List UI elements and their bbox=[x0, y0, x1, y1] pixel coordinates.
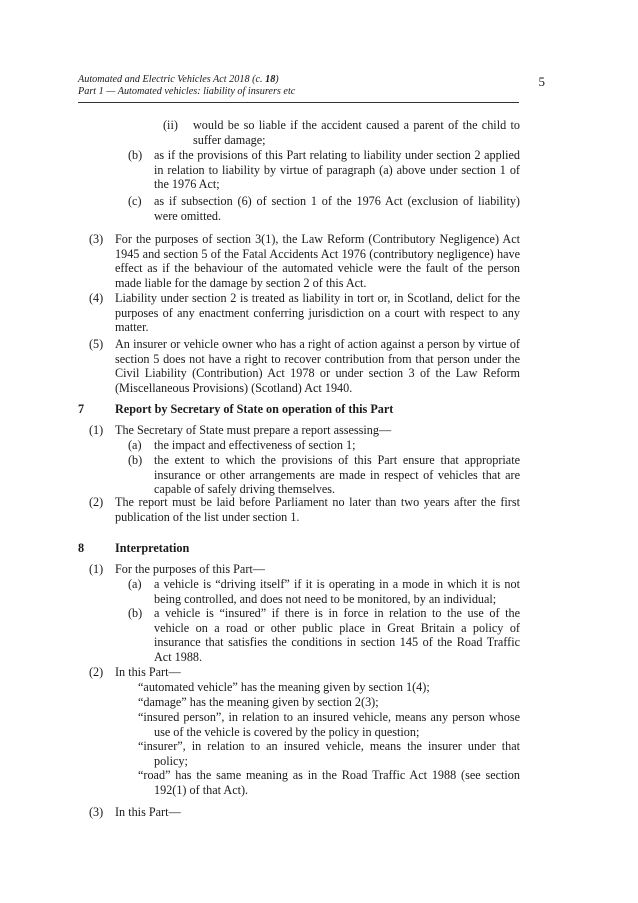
paragraph-number: (b) bbox=[128, 453, 143, 467]
subsection-number: (3) bbox=[89, 232, 104, 246]
section-heading: Report by Secretary of State on operation of this Part bbox=[115, 402, 394, 416]
subsection-text: In this Part— bbox=[115, 805, 181, 819]
subsection-number: (3) bbox=[89, 805, 104, 819]
paragraph-number: (c) bbox=[128, 194, 142, 208]
subparagraph-number: (ii) bbox=[163, 118, 178, 132]
definition-insured-person: “insured person”, in relation to an insured vehicle, means any person whose use of the vehicle is covered by the policy in question; bbox=[138, 710, 520, 739]
section-number: 7 bbox=[78, 402, 85, 416]
section-heading: Interpretation bbox=[115, 541, 190, 555]
section-number: 8 bbox=[78, 541, 85, 555]
paragraph-number: (b) bbox=[128, 606, 143, 620]
definition-road: “road” has the same meaning as in the Road Traffic Act 1988 (see section 192(1) of that Act). bbox=[138, 768, 520, 797]
subsection-number: (1) bbox=[89, 423, 104, 437]
paragraph-text: as if the provisions of this Part relating to liability under section 2 applied in relation to liability by virtue of paragraph (a) above under section 1 of the 1976 Act; bbox=[154, 148, 520, 192]
subsection-text: An insurer or vehicle owner who has a right of action against a person by virtue of section 5 does not have a right to recover contribution from that person under the Civil Liability (Contribution) Act 1978 or under section 3 of the Law Reform (Miscellaneous Provisions) (Scotland) Act 1940. bbox=[115, 337, 520, 395]
paragraph-text: the extent to which the provisions of this Part ensure that appropriate insurance or other arrangements are made in respect of vehicles that are capable of safely driving themselves. bbox=[154, 453, 520, 497]
definition-damage: “damage” has the meaning given by section 2(3); bbox=[138, 695, 379, 709]
subsection-text: For the purposes of section 3(1), the Law Reform (Contributory Negligence) Act 1945 and section 5 of the Fatal Accidents Act 1976 (contributory negligence) have effect as if the behaviour of the automated vehicle were the fault of the person made liable for the damage by section 2 of this Act. bbox=[115, 232, 520, 290]
paragraph-text: a vehicle is “driving itself” if it is operating in a mode in which it is not being controlled, and does not need to be monitored, by an individual; bbox=[154, 577, 520, 606]
subsection-text: The report must be laid before Parliament no later than two years after the first publication of the list under section 1. bbox=[115, 495, 520, 524]
subsection-text: Liability under section 2 is treated as liability in tort or, in Scotland, delict for the purposes of any enactment conferring jurisdiction on a court with respect to any matter. bbox=[115, 291, 520, 335]
running-header-part-title: Part 1 — Automated vehicles: liability of insurers etc bbox=[78, 86, 296, 97]
subparagraph-text: would be so liable if the accident caused a parent of the child to suffer damage; bbox=[193, 118, 520, 147]
paragraph-number: (b) bbox=[128, 148, 143, 162]
subsection-number: (2) bbox=[89, 665, 104, 679]
subsection-number: (1) bbox=[89, 562, 104, 576]
paragraph-text: as if subsection (6) of section 1 of the 1976 Act (exclusion of liability) were omitted. bbox=[154, 194, 520, 223]
definition-automated-vehicle: “automated vehicle” has the meaning given by section 1(4); bbox=[138, 680, 430, 694]
subsection-number: (5) bbox=[89, 337, 104, 351]
subsection-text: For the purposes of this Part— bbox=[115, 562, 265, 576]
subsection-number: (4) bbox=[89, 291, 104, 305]
definition-insurer: “insurer”, in relation to an insured vehicle, means the insurer under that policy; bbox=[138, 739, 520, 768]
running-header-act-title: Automated and Electric Vehicles Act 2018 (c. 18) bbox=[78, 74, 279, 85]
subsection-text: In this Part— bbox=[115, 665, 181, 679]
subsection-number: (2) bbox=[89, 495, 104, 509]
paragraph-number: (a) bbox=[128, 438, 142, 452]
paragraph-text: the impact and effectiveness of section 1; bbox=[154, 438, 356, 452]
header-rule bbox=[78, 102, 519, 103]
page-number: 5 bbox=[538, 74, 545, 89]
paragraph-text: a vehicle is “insured” if there is in force in relation to the use of the vehicle on a road or other public place in Great Britain a policy of insurance that satisfies the conditions in section 145 of the Road Traffic Act 1988. bbox=[154, 606, 520, 664]
paragraph-number: (a) bbox=[128, 577, 142, 591]
subsection-text: The Secretary of State must prepare a report assessing— bbox=[115, 423, 392, 437]
